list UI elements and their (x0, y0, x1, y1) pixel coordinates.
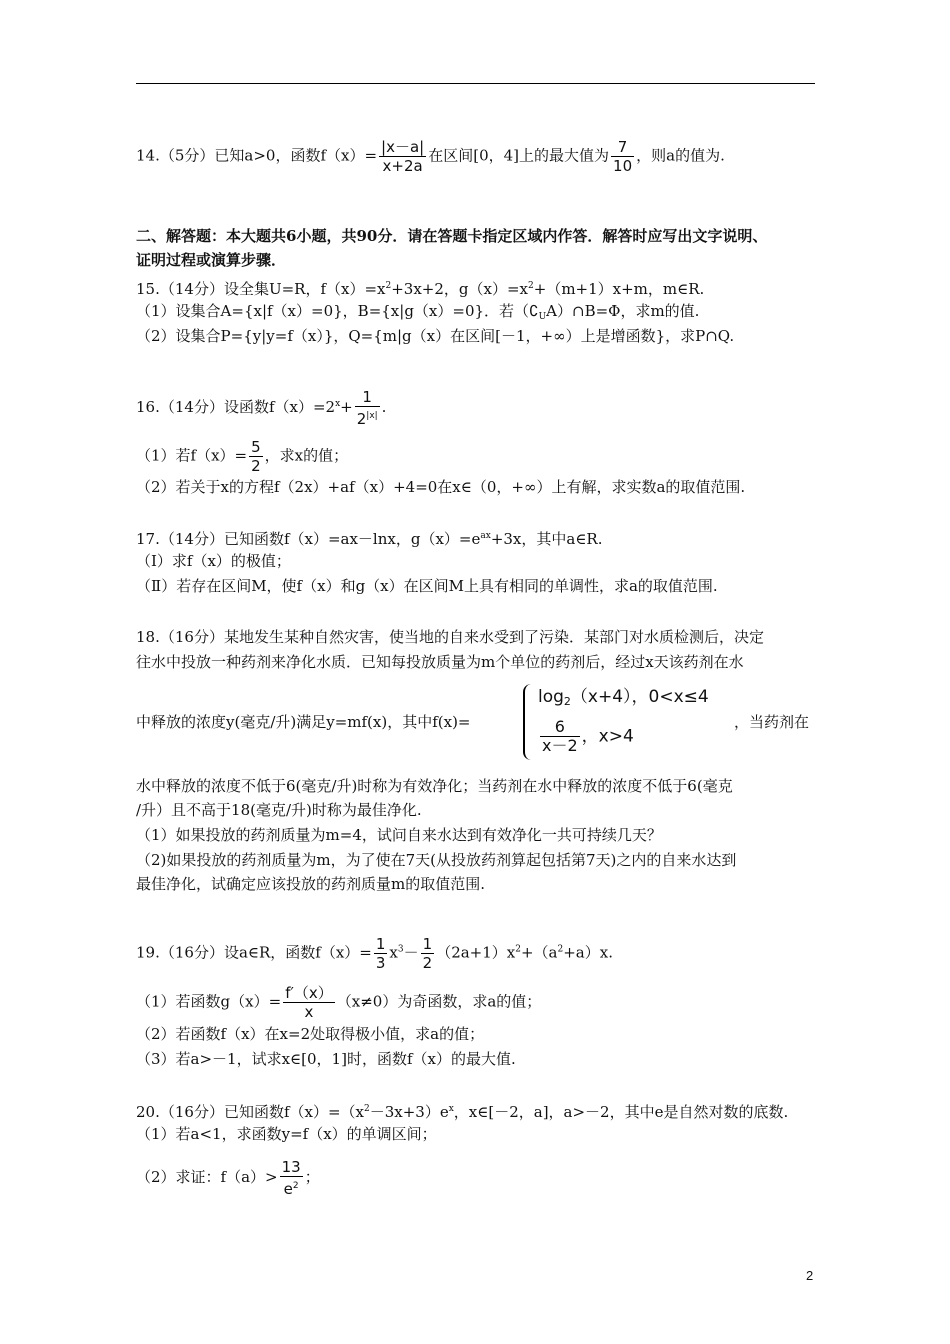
q14-max-fraction: $\frac{7}{10}$ (613, 138, 633, 175)
q18-part2-cont: 最佳净化，试确定应该投放的药剂质量m的取值范围. (136, 875, 485, 893)
page-number: 2 (806, 1268, 814, 1283)
q16-stem: 16.（14分）设函数$f(x)=2^x+$ $\frac{1}{2^{|x|}}$ . (136, 388, 387, 428)
section-heading-line1: 二、解答题：本大题共6小题，共90分．请在答题卡指定区域内作答．解答时应写出文字说明、 (136, 227, 768, 245)
q18-line5: /升）且不高于18(毫克/升)时称为最佳净化. (136, 801, 422, 819)
piecewise-brace (523, 684, 535, 760)
q18-part2: （2)如果投放的药剂质量为m，为了使在7天(从投放药剂算起包括第7天)之内的自来水达到 (136, 851, 737, 869)
q20-stem: 20.（16分）已知函数$f(x)=(x^2-3x+3)e^x$，x∈[－2，a]，a>－2，其中e是自然对数的底数. (136, 1103, 789, 1121)
q19-fraction-third: $\frac{1}{3}$ (375, 935, 386, 972)
q18-line3: 中释放的浓度y(毫克/升)满足y=mf(x)，其中f(x)= (136, 713, 471, 731)
q20-fraction: $\frac{13}{e^2}$ (281, 1158, 301, 1198)
q18-line3-tail: ，当药剂在 (734, 713, 810, 731)
piecewise-case-2: $\frac{6}{x-2}$ ，x>4 (542, 717, 634, 755)
q20-part2: （2）求证：f（a）> $\frac{13}{e^2}$ ； (136, 1158, 320, 1198)
q15-part1: （1）设集合A={x|f（x）=0}，B={x|g（x）=0}．若$(∁_UA)\cap B=\Phi$，求m的值. (136, 302, 700, 322)
piecewise-case-1: $\log_2(x+4)$，0<x≤4 (538, 687, 709, 708)
q15-stem: 15.（14分）设全集U=R，$f(x)=x^2+3x+2$，$g(x)=x^2+(m+1)x+m$，m∈R. (136, 280, 705, 298)
q17-stem: 17.（14分）已知函数f（x）=ax－lnx，$g(x)=e^{ax}+3x$，其中a∈R. (136, 530, 603, 548)
q18-part1: （1）如果投放的药剂质量为m=4，试问自来水达到有效净化一共可持续几天？ (136, 826, 662, 844)
q18-line1: 18.（16分）某地发生某种自然灾害，使当地的自来水受到了污染．某部门对水质检测后，决定 (136, 628, 764, 646)
q18-line2: 往水中投放一种药剂来净化水质．已知每投放质量为m个单位的药剂后，经过x天该药剂在水 (136, 653, 744, 671)
q15-part2: （2）设集合P={y|y=f（x）}，Q={m|g（x）在区间[－1，+∞）上是增函数}，求P∩Q. (136, 327, 735, 345)
q20-part1: （1）若a<1，求函数y=f（x）的单调区间； (136, 1125, 437, 1143)
q14-fraction: $\frac{|x-a|}{x+2a}$ (381, 138, 425, 175)
q19-part2: （2）若函数f（x）在x=2处取得极小值，求a的值； (136, 1025, 485, 1043)
q19-part1-fraction: $\frac{f'(x)}{x}$ (285, 984, 333, 1021)
q17-part2: （Ⅱ）若存在区间M，使f（x）和g（x）在区间M上具有相同的单调性，求a的取值范围. (136, 577, 718, 595)
piecewise-case2-fraction: $\frac{6}{x-2}$ (542, 717, 578, 755)
q14-text: 14.（5分）已知a>0，函数f（x）= (136, 146, 378, 165)
q16-part2: （2）若关于x的方程f（2x）+af（x）+4=0在x∈（0，+∞）上有解，求实数a的取值范围. (136, 478, 746, 496)
q16-part1-fraction: $\frac{5}{2}$ (251, 438, 261, 475)
q19-part1: （1）若函数g（x）= $\frac{f'(x)}{x}$ （x≠0）为奇函数，求a的值； (136, 984, 542, 1021)
q17-part1: （Ⅰ）求f（x）的极值； (136, 552, 291, 570)
question-14: 14.（5分）已知a>0，函数f（x）= $\frac{|x-a|}{x+2a}$ 在区间[0，4]上的最大值为 $\frac{7}{10}$ ，则a的值为. (136, 138, 725, 175)
q16-fraction: $\frac{1}{2^{|x|}}$ (356, 388, 378, 428)
q16-part1: （1）若f（x）= $\frac{5}{2}$ ，求x的值； (136, 438, 349, 475)
q19-fraction-half: $\frac{1}{2}$ (422, 935, 433, 972)
section-heading-line2: 证明过程或演算步骤． (136, 251, 287, 269)
q18-line4: 水中释放的浓度不低于6(毫克/升)时称为有效净化；当药剂在水中释放的浓度不低于6(毫克 (136, 777, 733, 795)
q19-part3: （3）若a>－1，试求x∈[0，1]时，函数f（x）的最大值. (136, 1050, 516, 1068)
q19-stem: 19.（16分）设a∈R，函数f（x）= $\frac{1}{3}$ $x^3-$ $\frac{1}{2}$ $(2a+1)x^2+(a^2+a)x$. (136, 935, 613, 972)
header-rule (136, 83, 815, 84)
